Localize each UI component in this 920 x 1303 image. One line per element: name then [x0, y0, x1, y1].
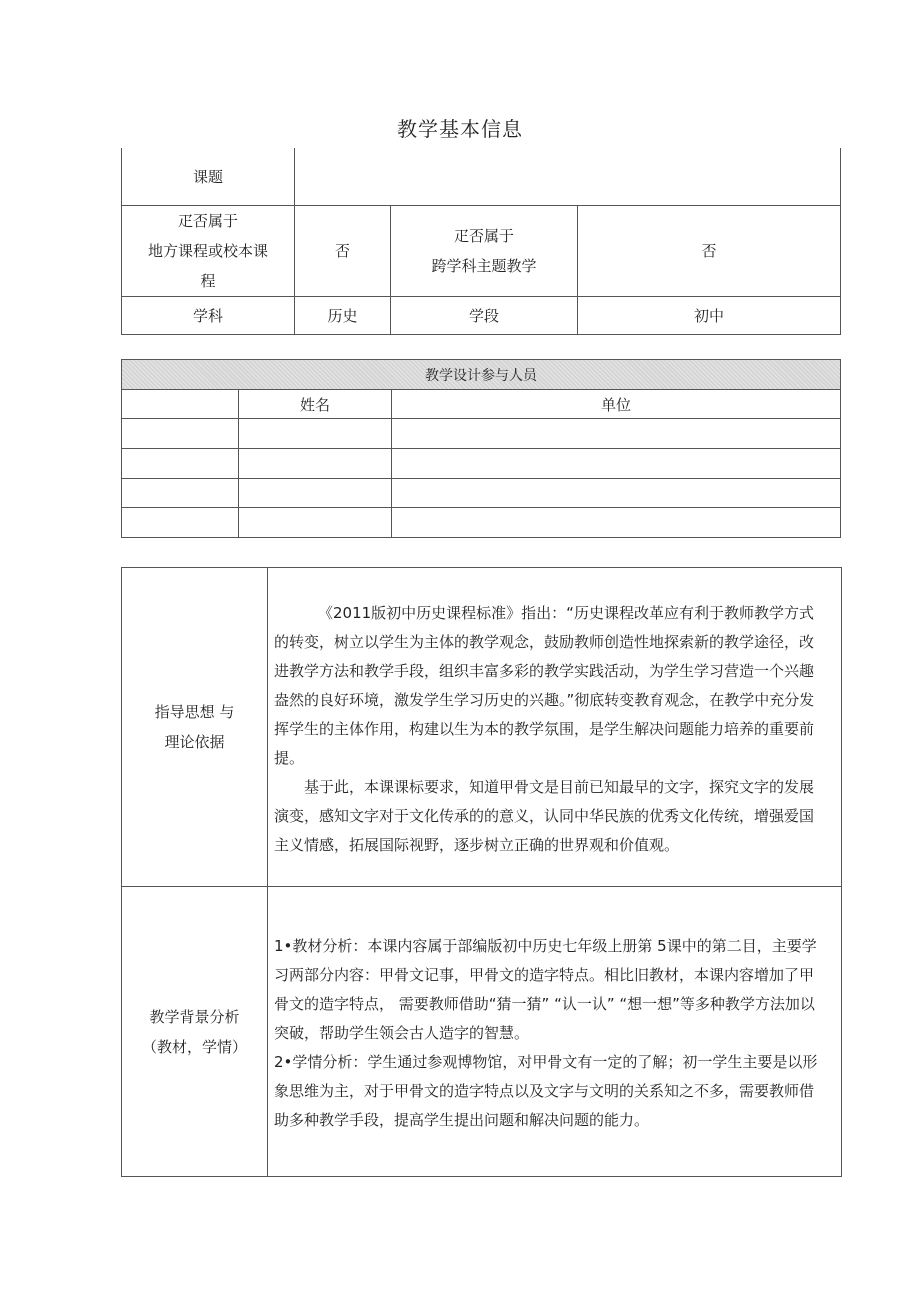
background-label [122, 887, 268, 1177]
participants-col-empty [122, 390, 239, 419]
table-cell [239, 449, 392, 479]
cross-label-line-1: 疋否属于 [453, 226, 514, 245]
table-cell [392, 419, 841, 449]
guidance-content [268, 568, 842, 887]
local-course-label [122, 205, 295, 296]
table-cell [122, 449, 239, 479]
table-row [122, 508, 841, 538]
stage-value: 初中 [578, 296, 841, 334]
topic-value [295, 148, 841, 205]
guidance-label-line-1: 指导思想 与 [154, 703, 235, 721]
table-cell [392, 479, 841, 508]
table-cell [392, 449, 841, 479]
participants-col-unit: 单位 [392, 390, 841, 419]
guidance-label-line-2: 理论依据 [164, 733, 225, 751]
table-cell [239, 479, 392, 508]
participants-table [121, 359, 841, 538]
background-paragraph-1: 1•教材分析：本课内容属于部编版初中历史七年级上册第 5课中的第二目，主要学习两部分内容：甲骨文记事，甲骨文的造字特点。相比旧教材，本课内容增加了甲骨文的造字特点， 需要教师借助“猜一猜” “认一认” “想一想”等多种教学方法加以突破，帮助学生领会古人造字的智慧。 [274, 937, 817, 1042]
table-cell [239, 508, 392, 538]
local-course-value: 否 [295, 205, 391, 296]
topic-label: 课题 [122, 148, 295, 205]
local-label-line-3: 程 [200, 271, 216, 290]
table-row [122, 479, 841, 508]
subject-value: 历史 [295, 296, 391, 334]
table-cell [122, 479, 239, 508]
page-title: 教学基本信息 [397, 117, 523, 141]
guidance-label [122, 568, 268, 887]
guidance-paragraph-2: 基于此，本课课标要求，知道甲骨文是目前已知最早的文字，探究文字的发展演变，感知文字对于文化传承的的意义，认同中华民族的优秀文化传统，增强爱国主义情感，拓展国际视野，逐步树立正确的世界观和价值观。 [274, 777, 815, 854]
participants-header: 教学设计参与人员 [122, 360, 841, 390]
basic-info-table [121, 148, 841, 335]
cross-subject-value: 否 [578, 205, 841, 296]
stage-label: 学段 [391, 296, 578, 334]
analysis-table [121, 567, 842, 1177]
table-row [122, 449, 841, 479]
table-cell [239, 419, 392, 449]
background-label-line-2: （教材，学情） [141, 1037, 247, 1056]
background-label-line-1: 教学背景分析 [149, 1007, 240, 1026]
subject-label: 学科 [122, 296, 295, 334]
background-paragraph-2: 2•学情分析：学生通过参观博物馆，对甲骨文有一定的了解；初一学生主要是以形象思维为主，对于甲骨文的造字特点以及文字与文明的关系知之不多，需要教师借助多种教学手段，提高学生提出问题和解决问题的能力。 [274, 1053, 818, 1129]
local-label-line-2: 地方课程或校本课 [147, 241, 268, 260]
local-label-line-1: 疋否属于 [177, 211, 238, 230]
cross-label-line-2: 跨学科主题教学 [431, 256, 537, 275]
participants-col-name: 姓名 [239, 390, 392, 419]
cross-subject-label [391, 205, 578, 296]
table-row [122, 419, 841, 449]
table-cell [392, 508, 841, 538]
guidance-paragraph-1: 《2011版初中历史课程标准》指出：“历史课程改革应有利于教师教学方式的转变，树立以学生为主体的教学观念，鼓励教师创造性地探索新的教学途径，改进教学方法和教学手段，组织丰富多彩的教学实践活动，为学生学习营造一个兴趣盎然的良好环境，激发学生学习历史的兴趣。”彻底转变教育观念，在教学中充分发挥学生的主体作用，构建以生为本的教学氛围，是学生解决问题能力培养的重要前提。 [274, 603, 815, 767]
table-cell [122, 508, 239, 538]
table-cell [122, 419, 239, 449]
background-content [268, 887, 842, 1177]
